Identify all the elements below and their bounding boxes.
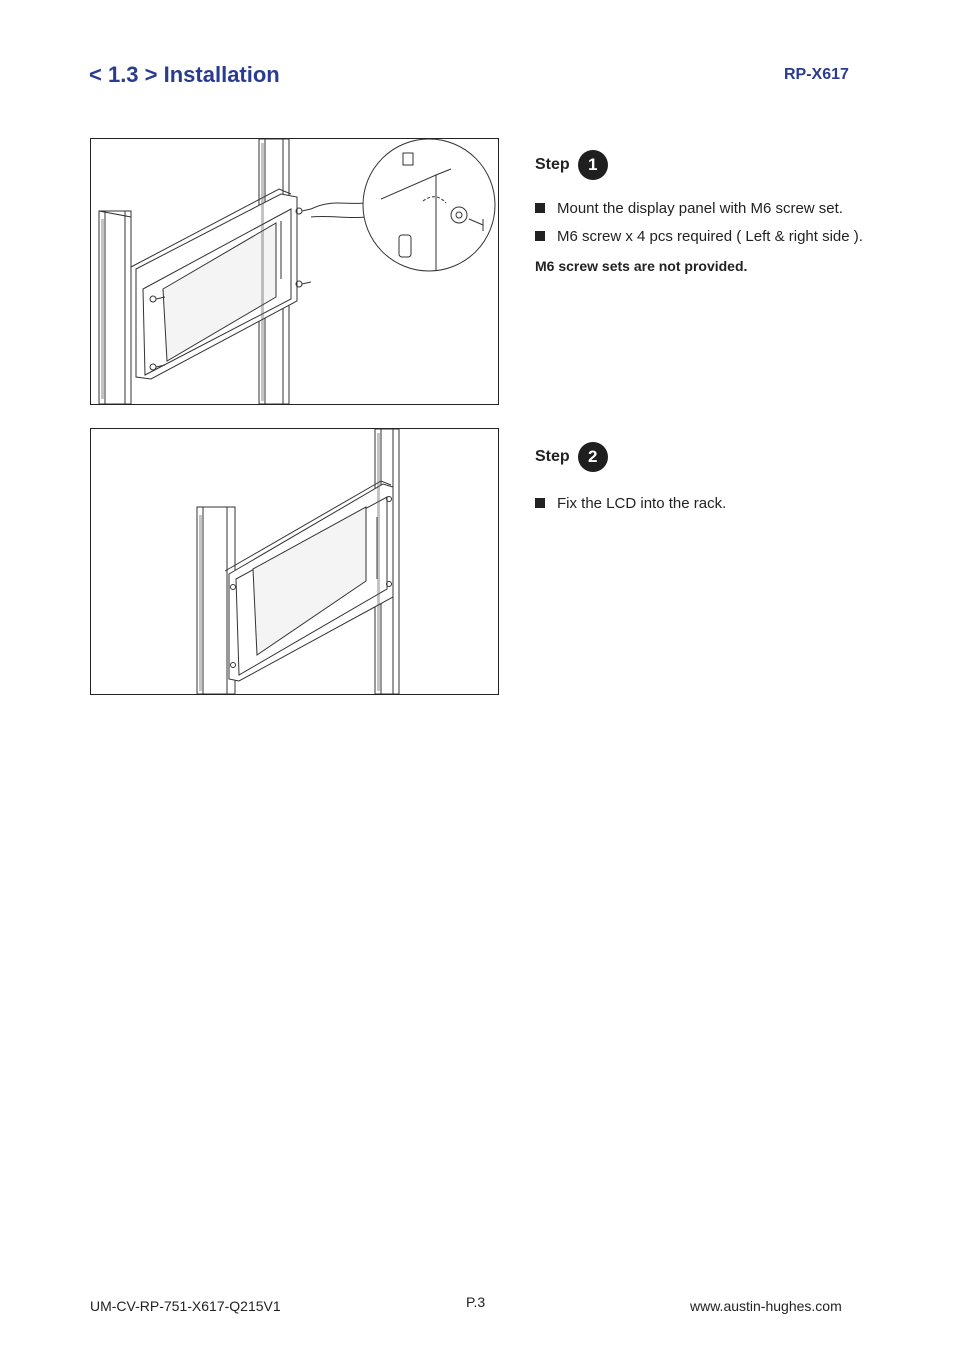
model-label: RP-X617 (784, 66, 849, 83)
square-bullet-icon (535, 231, 545, 241)
list-item (535, 489, 726, 517)
rack-installed-drawing (91, 429, 498, 694)
square-bullet-icon (535, 498, 545, 508)
step2-bullet-text: Fix the LCD into the rack. (557, 494, 727, 512)
step2-heading (535, 442, 608, 472)
rack-mount-screw-drawing (91, 139, 498, 404)
footer-page-number: P.3 (466, 1294, 486, 1310)
footer-website: www.austin-hughes.com (690, 1298, 842, 1314)
footer-doc-id: UM-CV-RP-751-X617-Q215V1 (90, 1298, 281, 1314)
list-item (535, 222, 863, 250)
step1-note: M6 screw sets are not provided. (535, 258, 748, 274)
page-title: < 1.3 > Installation (89, 62, 280, 87)
step1-instructions (535, 194, 863, 250)
step2-number-badge: 2 (578, 442, 608, 472)
step1-heading (535, 150, 608, 180)
step2-illustration (90, 428, 499, 695)
square-bullet-icon (535, 203, 545, 213)
list-item (535, 194, 863, 222)
step2-instructions (535, 489, 726, 517)
step1-number-badge: 1 (578, 150, 608, 180)
step1-illustration (90, 138, 499, 405)
step1-bullet-text: Mount the display panel with M6 screw set. (557, 199, 843, 217)
step1-label: Step (535, 156, 570, 173)
step2-label: Step (535, 448, 570, 465)
step1-bullet-text: M6 screw x 4 pcs required ( Left & right side ). (557, 227, 863, 245)
